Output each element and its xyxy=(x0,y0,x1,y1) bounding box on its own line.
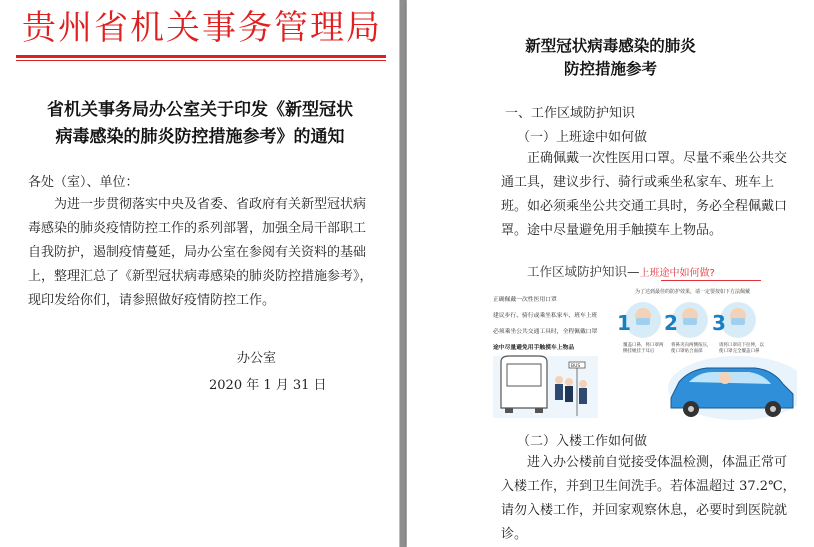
issue-date: 2020 年 1 月 31 日 xyxy=(209,378,327,393)
mask-step-2-caption: 将鼻夹向两侧按压，使口罩贴合面部 xyxy=(671,343,712,354)
infographic-title-highlight: 上班途中如何做? xyxy=(639,268,715,279)
vertical-scrollbar[interactable] xyxy=(399,0,407,547)
commute-infographic xyxy=(493,258,797,422)
infographic-line: 必须乘坐公共交通工具时，全程佩戴口罩 xyxy=(493,329,598,335)
car-scene-icon xyxy=(668,356,797,420)
section-heading-1: 一、工作区域防护知识 xyxy=(505,106,636,121)
document-title xyxy=(20,97,380,151)
subsection-heading-2: （二）入楼工作如何做 xyxy=(517,434,648,449)
infographic-title: 工作区域防护知识—上班途中如何做? xyxy=(527,264,715,279)
step-number-3: 3 xyxy=(712,311,726,335)
header-red-rule-thick xyxy=(16,55,386,58)
subsection-heading-1: （一）上班途中如何做 xyxy=(517,130,648,145)
signer: 办公室 xyxy=(237,351,277,366)
left-document-page xyxy=(0,0,399,547)
paragraph-entering-building: 进入办公楼前自觉接受体温检测，体温正常可入楼工作，并到卫生间洗手。若体温超过 37.2℃，请勿入楼工作，并回家观察休息，必要时到医院就诊。 xyxy=(501,455,796,542)
mask-instruction-caption: 为了达到最佳的防护效果，请一定要按如下方法佩戴 xyxy=(635,289,751,295)
infographic-line: 正确佩戴一次性医用口罩 xyxy=(493,297,557,303)
guide-title-line-1: 新型冠状病毒感染的肺炎 xyxy=(525,36,696,55)
document-title-line-1: 省机关事务局办公室关于印发《新型冠状 xyxy=(47,100,353,120)
header-organization-name: 贵州省机关事务管理局 xyxy=(22,8,382,48)
infographic-title-underline xyxy=(661,280,761,281)
bus-stop-sign: BUS xyxy=(571,364,581,369)
right-document-page xyxy=(407,0,814,547)
step-number-2: 2 xyxy=(664,311,678,335)
bus-scene-icon xyxy=(493,356,598,418)
infographic-line: 建议步行、骑行或乘坐私家车、班车上班 xyxy=(493,313,598,319)
paragraph-commute: 正确佩戴一次性医用口罩。尽量不乘坐公共交通工具，建议步行、骑行或乘坐私家车、班车上班。如必须乘坐公共交通工具时，务必全程佩戴口罩。途中尽量避免用手触摸车上物品。 xyxy=(501,151,788,238)
document-title-line-2: 病毒感染的肺炎防控措施参考》的通知 xyxy=(55,127,345,147)
header-red-rule-thin xyxy=(16,60,386,61)
notice-body: 为进一步贯彻落实中央及省委、省政府有关新型冠状病毒感染的肺炎疫情防控工作的系列部署，加强全局干部职工自我防护，遏制疫情蔓延，局办公室在参阅有关资料的基础上，整理汇总了《新型冠状病毒感染的肺炎防控措施参考》，现印发给你们，请参照做好疫情防控工作。 xyxy=(28,197,373,308)
mask-step-1-caption: 覆盖口鼻，将口罩两侧挂绳挂于耳后 xyxy=(623,343,664,354)
infographic-line: 途中尽量避免用手触摸车上物品 xyxy=(493,345,575,351)
step-number-1: 1 xyxy=(617,311,631,335)
guide-title-line-2: 防控措施参考 xyxy=(563,59,657,78)
scrollbar-thumb[interactable] xyxy=(400,0,406,547)
salutation: 各处（室）、单位： xyxy=(28,175,139,190)
mask-step-3-caption: 请将口罩向下拉伸，以使口罩完全覆盖口鼻 xyxy=(719,343,764,354)
guide-title xyxy=(407,34,814,80)
infographic-text-list xyxy=(493,292,623,356)
